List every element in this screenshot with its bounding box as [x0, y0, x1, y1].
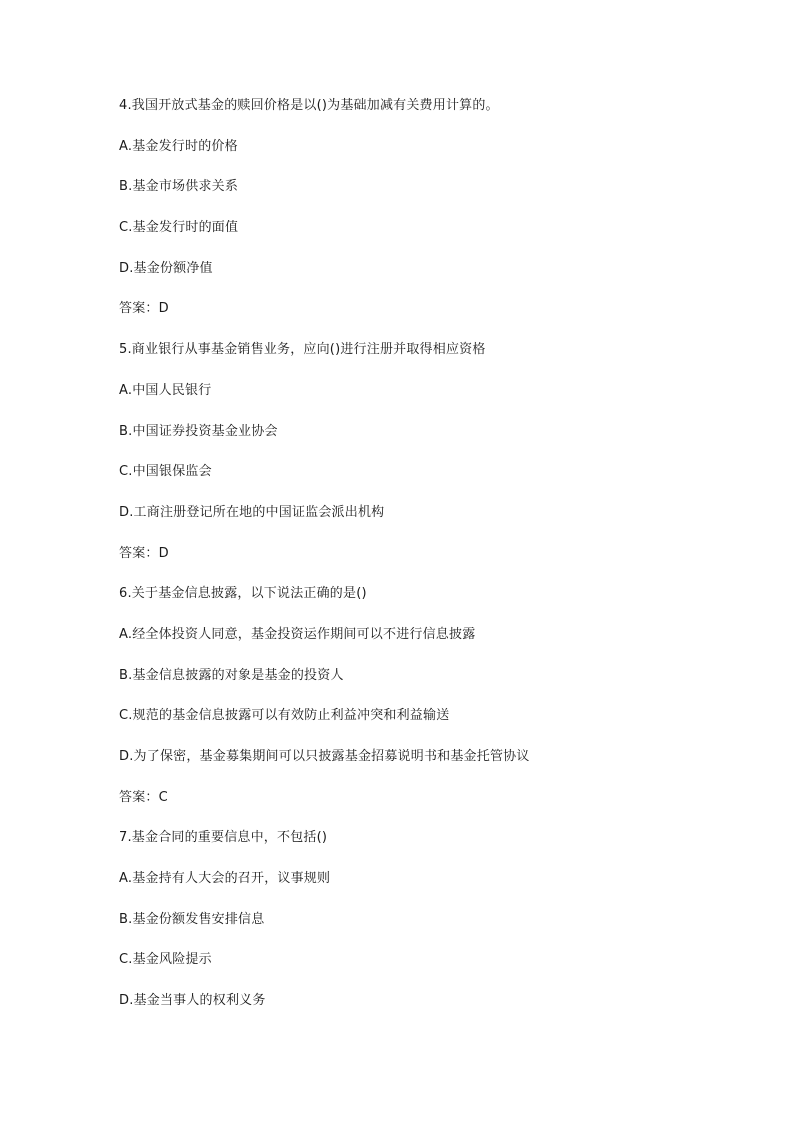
answer: 答案：D	[119, 301, 169, 317]
document-page	[119, 96, 719, 1032]
option-a: A.基金发行时的价格	[119, 138, 238, 154]
option-b: B.中国证券投资基金业协会	[119, 423, 278, 439]
option-c: C.基金发行时的面值	[119, 220, 239, 236]
question-6	[119, 584, 719, 807]
option-d: D.基金当事人的权利义务	[119, 993, 266, 1009]
question-7	[119, 828, 719, 1011]
option-d: D.为了保密，基金募集期间可以只披露基金招募说明书和基金托管协议	[119, 749, 530, 764]
option-c: C.基金风险提示	[119, 952, 212, 968]
option-a: A.经全体投资人同意，基金投资运作期间可以不进行信息披露	[119, 626, 476, 642]
option-b: B.基金市场供求关系	[119, 179, 239, 195]
answer: 答案：C	[119, 789, 168, 805]
option-b: B.基金信息披露的对象是基金的投资人	[119, 667, 344, 683]
question-stem: 5.商业银行从事基金销售业务，应向()进行注册并取得相应资格	[119, 342, 486, 358]
question-5	[119, 340, 719, 563]
question-4	[119, 96, 719, 319]
option-a: A.基金持有人大会的召开，议事规则	[119, 871, 331, 887]
option-c: C.规范的基金信息披露可以有效防止利益冲突和利益输送	[119, 708, 450, 724]
option-d: D.基金份额净值	[119, 260, 213, 276]
option-a: A.中国人民银行	[119, 382, 212, 398]
question-stem: 7.基金合同的重要信息中，不包括()	[119, 830, 328, 846]
question-stem: 6.关于基金信息披露，以下说法正确的是()	[119, 586, 367, 602]
option-d: D.工商注册登记所在地的中国证监会派出机构	[119, 504, 385, 520]
option-c: C.中国银保监会	[119, 464, 212, 480]
answer: 答案：D	[119, 545, 169, 561]
option-b: B.基金份额发售安排信息	[119, 911, 265, 927]
question-stem: 4.我国开放式基金的赎回价格是以()为基础加减有关费用计算的。	[119, 98, 499, 113]
